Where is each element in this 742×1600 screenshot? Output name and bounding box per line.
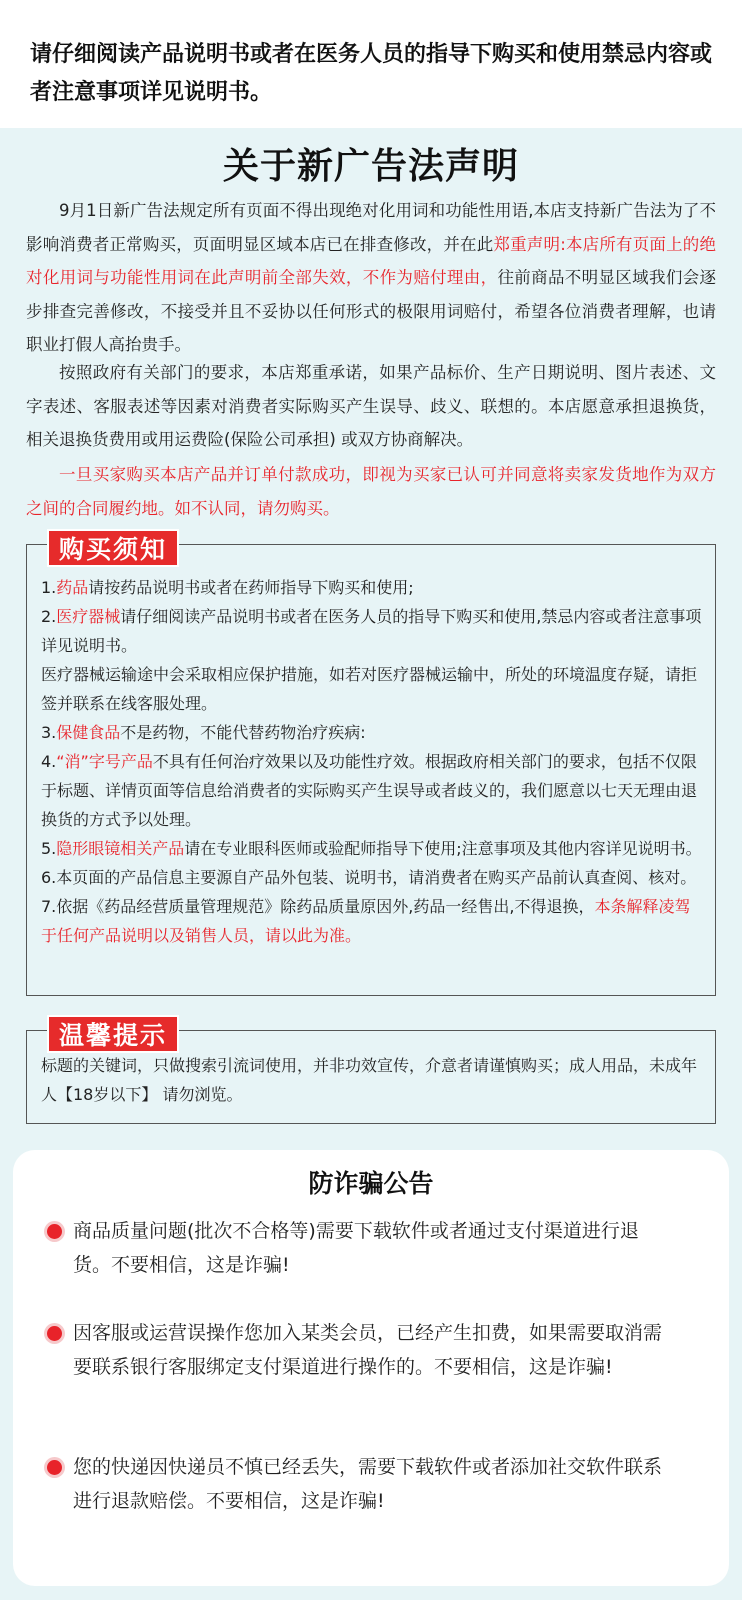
red-dot-bullet-icon [47, 1326, 62, 1341]
notice-item-4 [41, 747, 703, 834]
fraud-item-2 [73, 1316, 673, 1384]
notice-item-2-text: 请仔细阅读产品说明书或者在医务人员的指导下购买和使用,禁忌内容或者注意事项详见说明书。 [41, 607, 702, 655]
purchase-notice-tag: 购买须知 [47, 529, 179, 567]
notice-item-2 [41, 602, 703, 660]
notice-item-3-keyword: 保健食品 [56, 723, 121, 742]
notice-item-3 [41, 718, 703, 747]
warm-tip-box [26, 1021, 716, 1124]
anti-fraud-card [13, 1150, 729, 1586]
notice-item-5 [41, 834, 703, 863]
statement-p2-text: 按照政府有关部门的要求，本店郑重承诺，如果产品标价、生产日期说明、图片表述、文字表述、客服表述等因素对消费者实际购买产生误导、歧义、联想的。本店愿意承担退换货，相关退换货费用或用运费险(保险公司承担) 或双方协商解决。 [26, 363, 716, 449]
notice-item-5-number: 5. [41, 839, 57, 858]
statement-p3-text: 一旦买家购买本店产品并订单付款成功，即视为买家已认可并同意将卖家发货地作为双方之间的合同履约地。如不认同，请勿购买。 [26, 465, 716, 518]
notice-item-3-text: 不是药物，不能代替药物治疗疾病: [120, 723, 366, 742]
top-notice-banner [0, 0, 742, 128]
notice-item-4-keyword: “消”字号产品 [56, 752, 153, 771]
notice-item-2-extra: 医疗器械运输途中会采取相应保护措施，如若对医疗器械运输中，所处的环境温度存疑，请拒签并联系在线客服处理。 [41, 665, 698, 713]
notice-item-7 [41, 892, 703, 950]
statement-p1-red: 郑重声明:本店所有页面上的绝对化用词与功能性用词在此声明前全部失效，不作为赔付理由， [26, 234, 716, 287]
statement-p1-text: 9月1日新广告法规定所有页面不得出现绝对化用词和功能性用语,本店支持新广告法为了不影响消费者正常购买，页面明显区域本店已在排查修改，并在此 [26, 201, 716, 254]
notice-item-5-text: 请在专业眼科医师或验配师指导下使用;注意事项及其他内容详见说明书。 [184, 839, 702, 858]
fraud-item-1 [73, 1214, 673, 1282]
top-notice-text: 请仔细阅读产品说明书或者在医务人员的指导下购买和使用禁忌内容或者注意事项详见说明书。 [30, 42, 713, 105]
notice-item-4-text: 不具有任何治疗效果以及功能性疗效。根据政府相关部门的要求，包括不仅限于标题、详情页面等信息给消费者的实际购买产生误导或者歧义的，我们愿意以七天无理由退换货的方式予以处理。 [41, 752, 698, 829]
notice-item-1-text: 请按药品说明书或者在药师指导下购买和使用; [88, 578, 414, 597]
notice-item-1-number: 1. [41, 578, 57, 597]
red-dot-bullet-icon [47, 1224, 62, 1239]
notice-item-1-keyword: 药品 [56, 578, 89, 597]
notice-item-7-red: 本条解释凌驾于任何产品说明以及销售人员，请以此为准。 [41, 897, 691, 945]
fraud-item-3-text: 您的快递因快递员不慎已经丢失，需要下载软件或者添加社交软件联系进行退款赔偿。不要相信，这是诈骗! [73, 1456, 663, 1512]
notice-item-5-keyword: 隐形眼镜相关产品 [56, 839, 185, 858]
statement-p1-tail: 往前商品不明显区域我们会逐步排查完善修改，不接受并且不妥协以任何形式的极限用词赔付，希望各位消费者理解，也请职业打假人高抬贵手。 [26, 268, 717, 354]
notice-item-2-number: 2. [41, 607, 57, 626]
notice-item-2-keyword: 医疗器械 [56, 607, 121, 626]
purchase-notice-body [27, 545, 715, 960]
notice-item-1 [41, 573, 703, 602]
ad-law-statement-section [0, 128, 742, 1148]
warm-tip-tag: 温馨提示 [47, 1015, 179, 1053]
notice-item-4-number: 4. [41, 752, 57, 771]
red-dot-bullet-icon [47, 1460, 62, 1475]
statement-paragraph-3 [26, 458, 716, 525]
statement-paragraph-1 [26, 194, 716, 362]
fraud-item-2-text: 因客服或运营误操作您加入某类会员，已经产生扣费，如果需要取消需要联系银行客服绑定支付渠道进行操作的。不要相信，这是诈骗! [73, 1322, 663, 1378]
statement-paragraph-2 [26, 356, 716, 457]
notice-item-6: 6.本页面的产品信息主要源自产品外包装、说明书，请消费者在购买产品前认真查阅、核对。 [41, 868, 697, 887]
notice-item-7-text: 7.依据《药品经营质量管理规范》除药品质量原因外,药品一经售出,不得退换， [41, 897, 595, 916]
fraud-item-3 [73, 1450, 673, 1518]
anti-fraud-title: 防诈骗公告 [308, 1169, 434, 1198]
fraud-item-1-text: 商品质量问题(批次不合格等)需要下载软件或者通过支付渠道进行退货。不要相信，这是诈骗! [73, 1220, 639, 1276]
notice-item-3-number: 3. [41, 723, 57, 742]
statement-title: 关于新广告法声明 [222, 146, 519, 187]
warm-tip-text: 标题的关键词，只做搜索引流词使用，并非功效宣传，介意者请谨慎购买；成人用品，未成年人【18岁以下】 请勿浏览。 [41, 1056, 698, 1104]
purchase-notice-box [26, 535, 716, 996]
